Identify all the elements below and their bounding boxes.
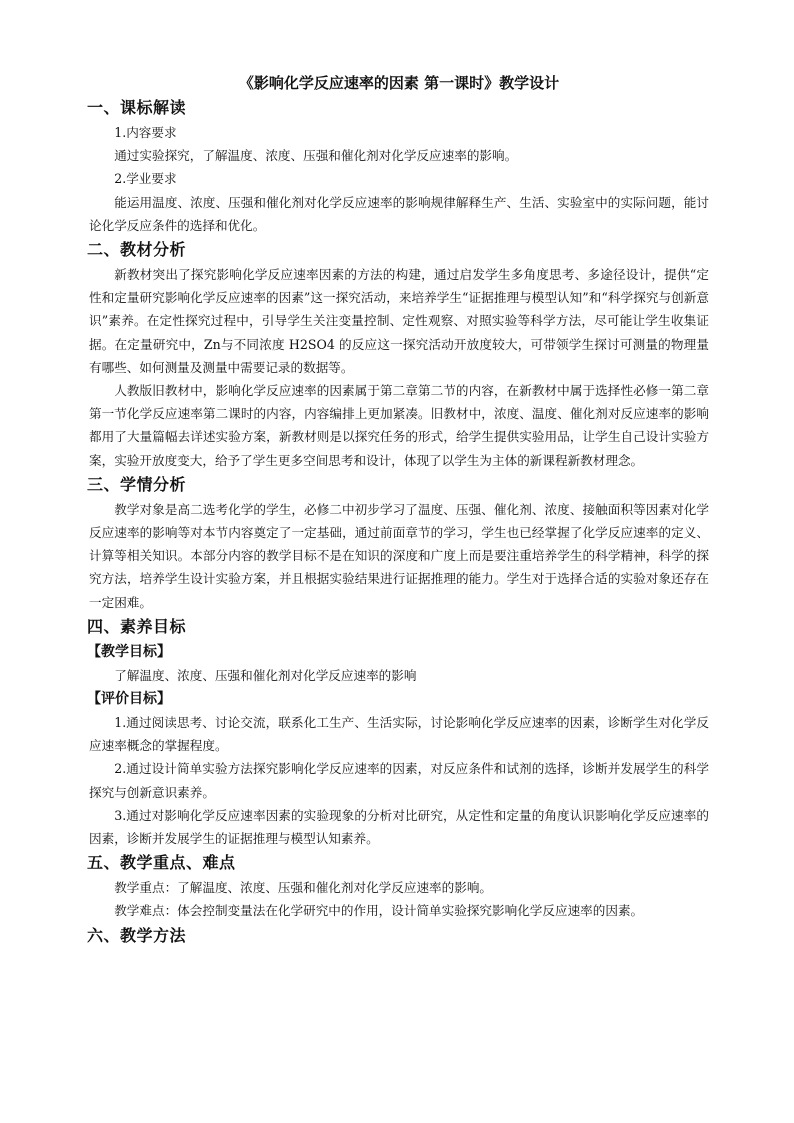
document-page: [89, 72, 709, 949]
section-heading-curriculum: 一、课标解读: [87, 98, 187, 117]
teaching-goal-text: 了解温度、浓度、压强和催化剂对化学反应速率的影响: [114, 667, 417, 683]
difficult-point-text: 教学难点：体会控制变量法在化学研究中的作用，设计简单实验探究影响化学反应速率的因素。: [114, 903, 644, 919]
academic-requirement-text: 能运用温度、浓度、压强和催化剂对化学反应速率的影响规律解释生产、生活、实验室中的实际问题，能讨论化学反应条件的选择和优化。: [89, 194, 709, 233]
teaching-goal-heading: 【教学目标】: [87, 643, 171, 660]
document-title: 《影响化学反应速率的因素 第一课时》教学设计: [238, 74, 560, 92]
evaluation-goal-1: 1.通过阅读思考、讨论交流，联系化工生产、生活实际，讨论影响化学反应速率的因素，诊断学生对化学反应速率概念的掌握程度。: [89, 715, 709, 754]
evaluation-goal-heading: 【评价目标】: [87, 691, 171, 708]
content-requirement-text: 通过实验探究，了解温度、浓度、压强和催化剂对化学反应速率的影响。: [114, 148, 518, 164]
content-requirement-label: 1.内容要求: [114, 125, 177, 140]
section-heading-textbook: 二、教材分析: [87, 240, 187, 260]
evaluation-goal-2: 2.通过设计简单实验方法探究影响化学反应速率的因素，对反应条件和试剂的选择，诊断并发展学生的科学探究与创新意识素养。: [89, 761, 709, 800]
academic-requirement-label: 2.学业要求: [114, 171, 177, 187]
section-heading-key-points: 五、教学重点、难点: [87, 853, 236, 873]
textbook-analysis-paragraph-1: 新教材突出了探究影响化学反应速率因素的方法的构建，通过启发学生多角度思考、多途径设计，提供“定性和定量研究影响化学反应速率的因素”这一探究活动，来培养学生“证据推理与模型认知”和“科学探究与创新意识”素养。在定性探究过程中，引导学生关注变量控制、定性观察、对照实验等科学方法，尽可能让学生收集证据。在定量研究中，Zn与不同浓度 H2SO4 的反应这一探究活动开放度较大，可带领学生探讨可测量的物理量有哪些、如何测量及测量中需要记录的数据等。: [89, 267, 709, 375]
key-point-text: 教学重点：了解温度、浓度、压强和催化剂对化学反应速率的影响。: [114, 880, 492, 896]
textbook-analysis-paragraph-2: 人教版旧教材中，影响化学反应速率的因素属于第二章第二节的内容，在新教材中属于选择性必修一第二章第一节化学反应速率第二课时的内容，内容编排上更加紧凑。旧教材中，浓度、温度、催化剂对反应速率的影响都用了大量篇幅去详述实验方案，新教材则是以探究任务的形式，给学生提供实验用品，让学生自己设计实验方案，实验开放度变大，给予了学生更多空间思考和设计，体现了以学生为主体的新课程新教材理念。: [89, 383, 709, 468]
section-heading-students: 三、学情分析: [87, 474, 187, 494]
section-heading-goals: 四、素养目标: [87, 616, 187, 636]
evaluation-goal-3: 3.通过对影响化学反应速率因素的实验现象的分析对比研究，从定性和定量的角度认识影响化学反应速率的因素，诊断并发展学生的证据推理与模型认知素养。: [89, 807, 709, 847]
section-heading-methods: 六、教学方法: [87, 925, 187, 945]
student-analysis-paragraph: 教学对象是高二选考化学的学生，必修二中初步学习了温度、压强、催化剂、浓度、接触面积等因素对化学反应速率的影响等对本节内容奠定了一定基础，通过前面章节的学习，学生也已经掌握了化学反应速率的定义、计算等相关知识。本部分内容的教学目标不是在知识的深度和广度上而是要注重培养学生的科学精神，科学的探究方法，培养学生设计实验方案，并且根据实验结果进行证据推理的能力。学生对于选择合适的实验对象还存在一定困难。: [89, 501, 709, 610]
